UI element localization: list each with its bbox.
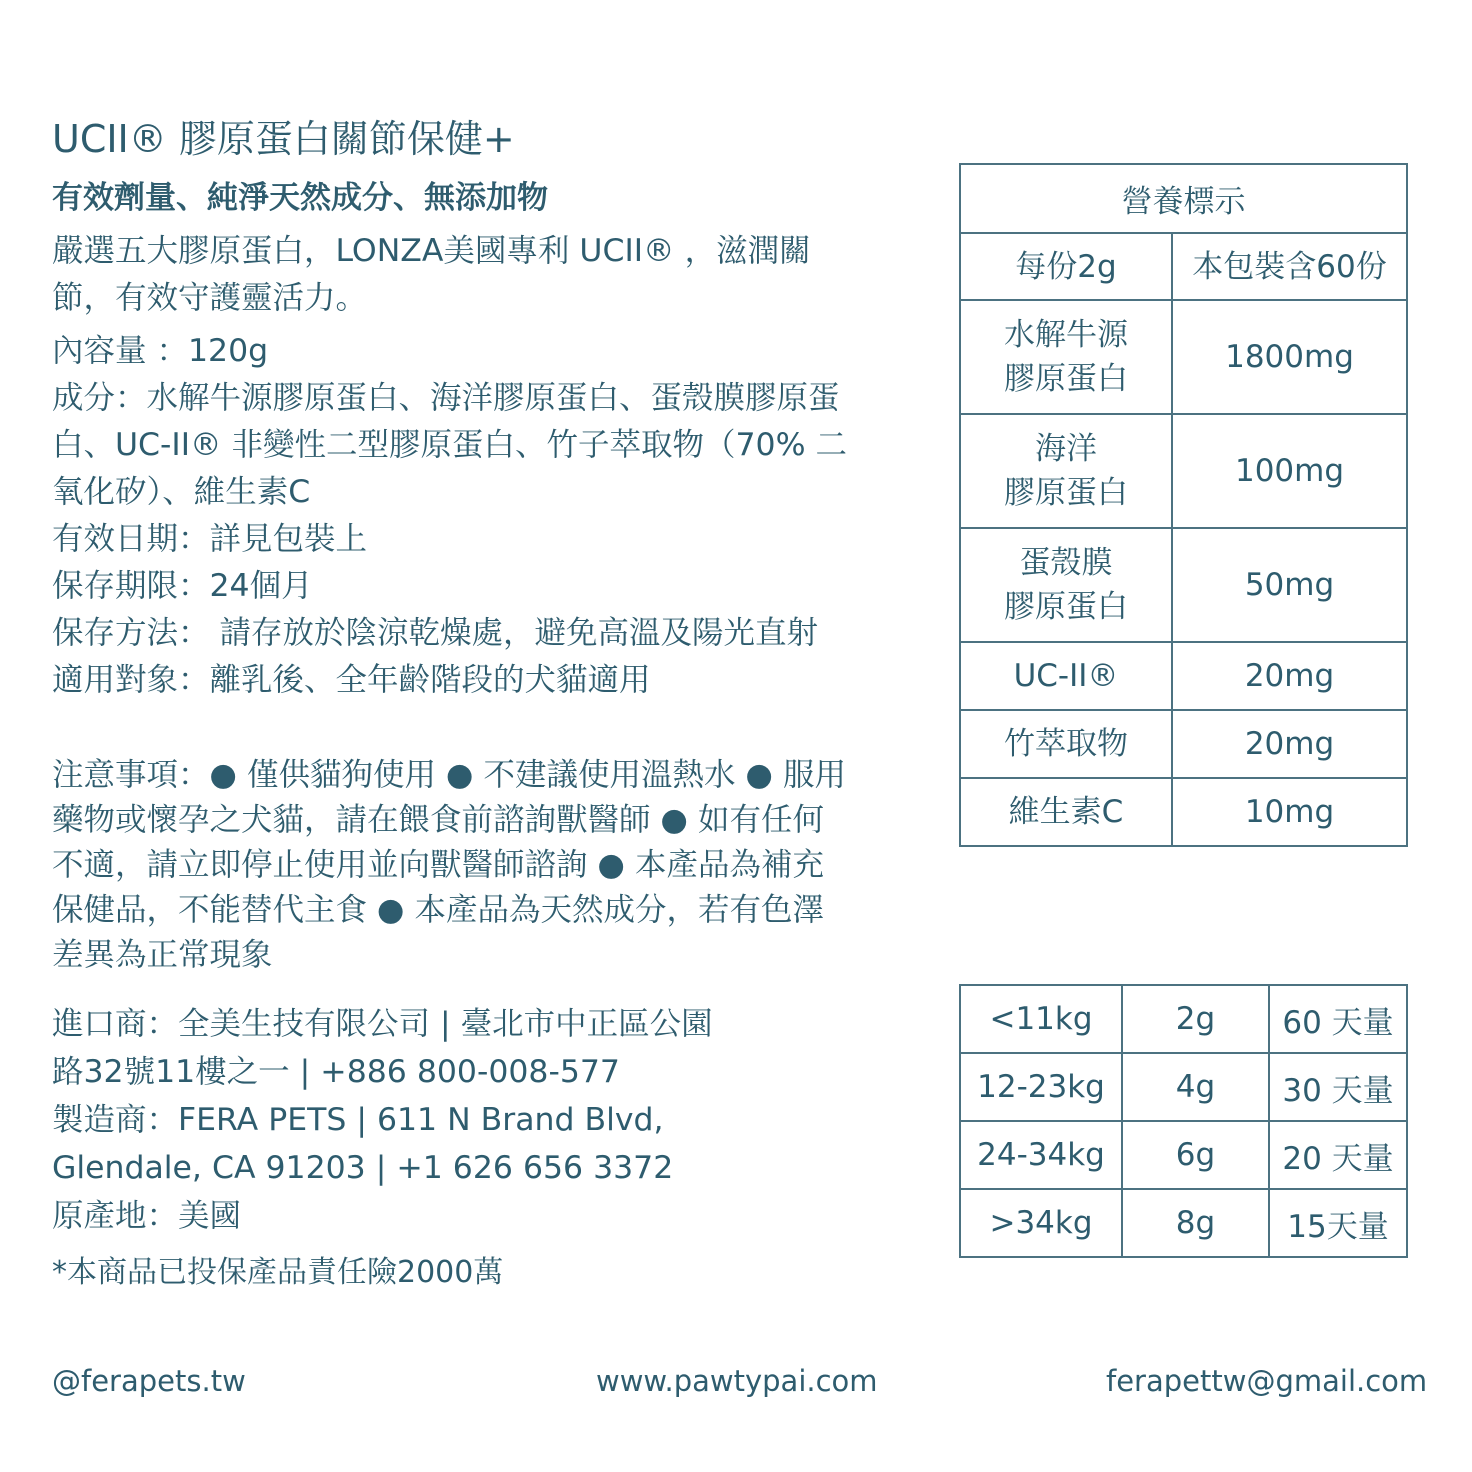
dose-cell: 4g bbox=[1122, 1053, 1269, 1121]
dosage-row bbox=[960, 1189, 1407, 1257]
nutrition-row bbox=[960, 300, 1407, 414]
origin-line: 原產地：美國 bbox=[52, 1198, 242, 1234]
spec-line-ingredients: 氧化矽）、維生素C bbox=[52, 474, 311, 510]
nutrition-row bbox=[960, 710, 1407, 778]
spec-line-target: 適用對象：離乳後、全年齡階段的犬貓適用 bbox=[52, 662, 651, 698]
spec-line-expiry: 有效日期：詳見包裝上 bbox=[52, 521, 368, 557]
dose-cell: 2g bbox=[1122, 985, 1269, 1053]
description-line: 節，有效守護靈活力。 bbox=[52, 280, 368, 316]
product-subtitle: 有效劑量、純淨天然成分、無添加物 bbox=[52, 180, 548, 216]
ingredient-name-cell: 維生素C bbox=[960, 778, 1172, 846]
spec-line-content: 內容量 ：120g bbox=[52, 333, 269, 369]
nutrition-title: 營養標示 bbox=[960, 164, 1407, 233]
ingredient-amount-cell: 50mg bbox=[1172, 528, 1407, 642]
dosage-row bbox=[960, 1053, 1407, 1121]
precaution-line: 保健品，不能替代主食 ● 本產品為天然成分，若有色澤 bbox=[52, 892, 825, 928]
weight-cell: 24-34kg bbox=[960, 1121, 1122, 1189]
nutrition-row bbox=[960, 778, 1407, 846]
website-link: www.pawtypai.com bbox=[596, 1364, 878, 1398]
ingredient-amount-cell: 20mg bbox=[1172, 642, 1407, 710]
days-cell: 15天量 bbox=[1269, 1189, 1407, 1257]
nutrition-row bbox=[960, 642, 1407, 710]
serving-size-cell: 每份2g bbox=[960, 233, 1172, 300]
dose-cell: 6g bbox=[1122, 1121, 1269, 1189]
importer-line: 路32號11樓之一 | +886 800-008-577 bbox=[52, 1054, 620, 1090]
weight-cell: 12-23kg bbox=[960, 1053, 1122, 1121]
insurance-disclaimer: *本商品已投保產品責任險2000萬 bbox=[52, 1255, 504, 1290]
ingredient-amount-cell: 1800mg bbox=[1172, 300, 1407, 414]
servings-per-pack-cell: 本包裝含60份 bbox=[1172, 233, 1407, 300]
ingredient-name-cell: 海洋 膠原蛋白 bbox=[960, 414, 1172, 528]
product-title: UCII® 膠原蛋白關節保健+ bbox=[52, 117, 515, 161]
product-description bbox=[52, 228, 947, 322]
email-address: ferapettw@gmail.com bbox=[1106, 1364, 1428, 1398]
ingredient-amount-cell: 100mg bbox=[1172, 414, 1407, 528]
precaution-line: 藥物或懷孕之犬貓，請在餵食前諮詢獸醫師 ● 如有任何 bbox=[52, 802, 825, 838]
dosage-row bbox=[960, 985, 1407, 1053]
dosage-row bbox=[960, 1121, 1407, 1189]
spec-line-shelf-life: 保存期限：24個月 bbox=[52, 568, 313, 604]
ingredient-name-cell: UC-II® bbox=[960, 642, 1172, 710]
instagram-handle: @ferapets.tw bbox=[52, 1364, 246, 1398]
spec-line-ingredients: 成分：水解牛源膠原蛋白、海洋膠原蛋白、蛋殼膜膠原蛋 bbox=[52, 380, 840, 416]
importer-line: 進口商：全美生技有限公司 | 臺北市中正區公園 bbox=[52, 1006, 713, 1042]
days-cell: 60 天量 bbox=[1269, 985, 1407, 1053]
weight-cell: >34kg bbox=[960, 1189, 1122, 1257]
ingredient-amount-cell: 20mg bbox=[1172, 710, 1407, 778]
dose-cell: 8g bbox=[1122, 1189, 1269, 1257]
precaution-line: 不適，請立即停止使用並向獸醫師諮詢 ● 本產品為補充 bbox=[52, 847, 825, 883]
ingredient-name-cell: 竹萃取物 bbox=[960, 710, 1172, 778]
precaution-line: 注意事項：● 僅供貓狗使用 ● 不建議使用溫熱水 ● 服用 bbox=[52, 757, 847, 793]
spec-line-storage: 保存方法： 請存放於陰涼乾燥處，避免高溫及陽光直射 bbox=[52, 615, 819, 651]
ingredient-name-cell: 蛋殼膜 膠原蛋白 bbox=[960, 528, 1172, 642]
dosage-table bbox=[959, 984, 1408, 1258]
spec-line-ingredients: 白、UC-II® 非變性二型膠原蛋白、竹子萃取物（70% 二 bbox=[52, 427, 848, 463]
nutrition-row bbox=[960, 414, 1407, 528]
company-info bbox=[52, 1000, 947, 1240]
nutrition-table bbox=[959, 163, 1408, 847]
nutrition-row bbox=[960, 528, 1407, 642]
product-specs bbox=[52, 328, 947, 704]
ingredient-name-cell: 水解牛源 膠原蛋白 bbox=[960, 300, 1172, 414]
days-cell: 20 天量 bbox=[1269, 1121, 1407, 1189]
manufacturer-line: Glendale, CA 91203 | +1 626 656 3372 bbox=[52, 1150, 674, 1186]
manufacturer-line: 製造商：FERA PETS | 611 N Brand Blvd, bbox=[52, 1102, 664, 1138]
description-line: 嚴選五大膠原蛋白，LONZA美國專利 UCII® ，滋潤關 bbox=[52, 233, 811, 269]
days-cell: 30 天量 bbox=[1269, 1053, 1407, 1121]
precautions bbox=[52, 753, 947, 978]
ingredient-amount-cell: 10mg bbox=[1172, 778, 1407, 846]
precaution-line: 差異為正常現象 bbox=[52, 937, 273, 973]
weight-cell: <11kg bbox=[960, 985, 1122, 1053]
